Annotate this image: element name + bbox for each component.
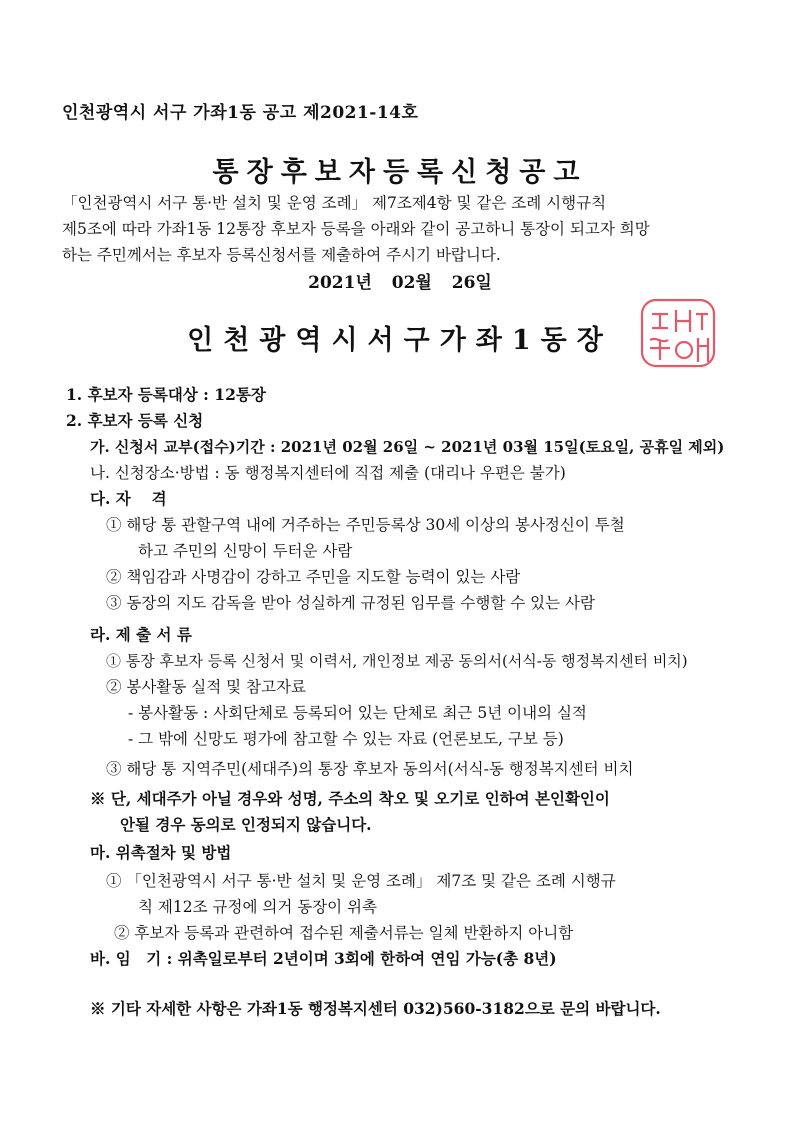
official-seal-icon	[636, 290, 720, 374]
procedure-item: ① 「인천광역시 서구 통·반 설치 및 운영 조례」 제7조 및 같은 조례 시행규	[106, 872, 616, 890]
qualification-item: ② 책임감과 사명감이 강하고 주민을 지도할 능력이 있는 사람	[106, 568, 521, 586]
document-subitem: - 봉사활동 : 사회단체로 등록되어 있는 단체로 최근 5년 이내의 실적	[128, 704, 587, 722]
procedure-item: 칙 제12조 규정에 의거 동장이 위촉	[138, 898, 378, 916]
intro-line: 제5조에 따라 가좌1동 12통장 후보자 등록을 아래와 같이 공고하니 통장이 되고자 희망	[62, 220, 650, 238]
item-ma-title: 마. 위촉절차 및 방법	[90, 843, 232, 862]
intro-paragraph	[62, 190, 752, 268]
footer-contact: ※ 기타 자세한 사항은 가좌1동 행정복지센터 032)560-3182으로 문의 바랍니다.	[90, 999, 661, 1018]
item-na-place: 나. 신청장소·방법 : 동 행정복지센터에 직접 제출 (대리나 우편은 불가)	[90, 464, 566, 482]
item-ba-term: 바. 임 기 : 위촉일로부터 2년이며 3회에 한하여 연임 가능(총 8년)	[90, 949, 557, 968]
notice-date: 2021년 02월 26일	[308, 273, 492, 293]
notice-title: 통장후보자등록신청공고	[212, 157, 588, 188]
item-ga-period: 가. 신청서 교부(접수)기간 : 2021년 02월 26일 ~ 2021년 03월 15일(토요일, 공휴일 제외)	[90, 438, 725, 456]
document-item: ③ 해당 통 지역주민(세대주)의 통장 후보자 동의서(서식-동 행정복지센터 비치	[106, 760, 634, 778]
section-1: 1. 후보자 등록대상 : 12통장	[66, 385, 266, 404]
item-da-title: 다. 자 격	[90, 489, 167, 508]
intro-line: 「인천광역시 서구 통·반 설치 및 운영 조례」 제7조제4항 및 같은 조례 시행규칙	[62, 194, 607, 212]
qualification-item: ③ 동장의 지도 감독을 받아 성실하게 규정된 임무를 수행할 수 있는 사람	[106, 594, 595, 612]
notice-number: 인천광역시 서구 가좌1동 공고 제2021-14호	[62, 103, 419, 123]
issuer-name: 인천광역시서구가좌1동장	[187, 325, 613, 356]
qualification-item: 하고 주민의 신망이 두터운 사람	[138, 542, 353, 560]
procedure-item: ② 후보자 등록과 관련하여 접수된 제출서류는 일체 반환하지 아니함	[114, 924, 574, 942]
document-subitem: - 그 밖에 신망도 평가에 참고할 수 있는 자료 (언론보도, 구보 등)	[128, 730, 564, 748]
document-item: ① 통장 후보자 등록 신청서 및 이력서, 개인정보 제공 동의서(서식-동 행정복지센터 비치)	[106, 652, 688, 670]
item-ra-title: 라. 제 출 서 류	[90, 625, 192, 644]
note-line: 안될 경우 동의로 인정되지 않습니다.	[120, 815, 372, 834]
document-item: ② 봉사활동 실적 및 참고자료	[106, 678, 306, 696]
intro-line: 하는 주민께서는 후보자 등록신청서를 제출하여 주시기 바랍니다.	[62, 246, 501, 264]
section-2: 2. 후보자 등록 신청	[66, 411, 204, 430]
qualification-item: ① 해당 통 관할구역 내에 거주하는 주민등록상 30세 이상의 봉사정신이 투철	[106, 516, 625, 534]
note-line: ※ 단, 세대주가 아닐 경우와 성명, 주소의 착오 및 오기로 인하여 본인확인이	[90, 789, 610, 808]
